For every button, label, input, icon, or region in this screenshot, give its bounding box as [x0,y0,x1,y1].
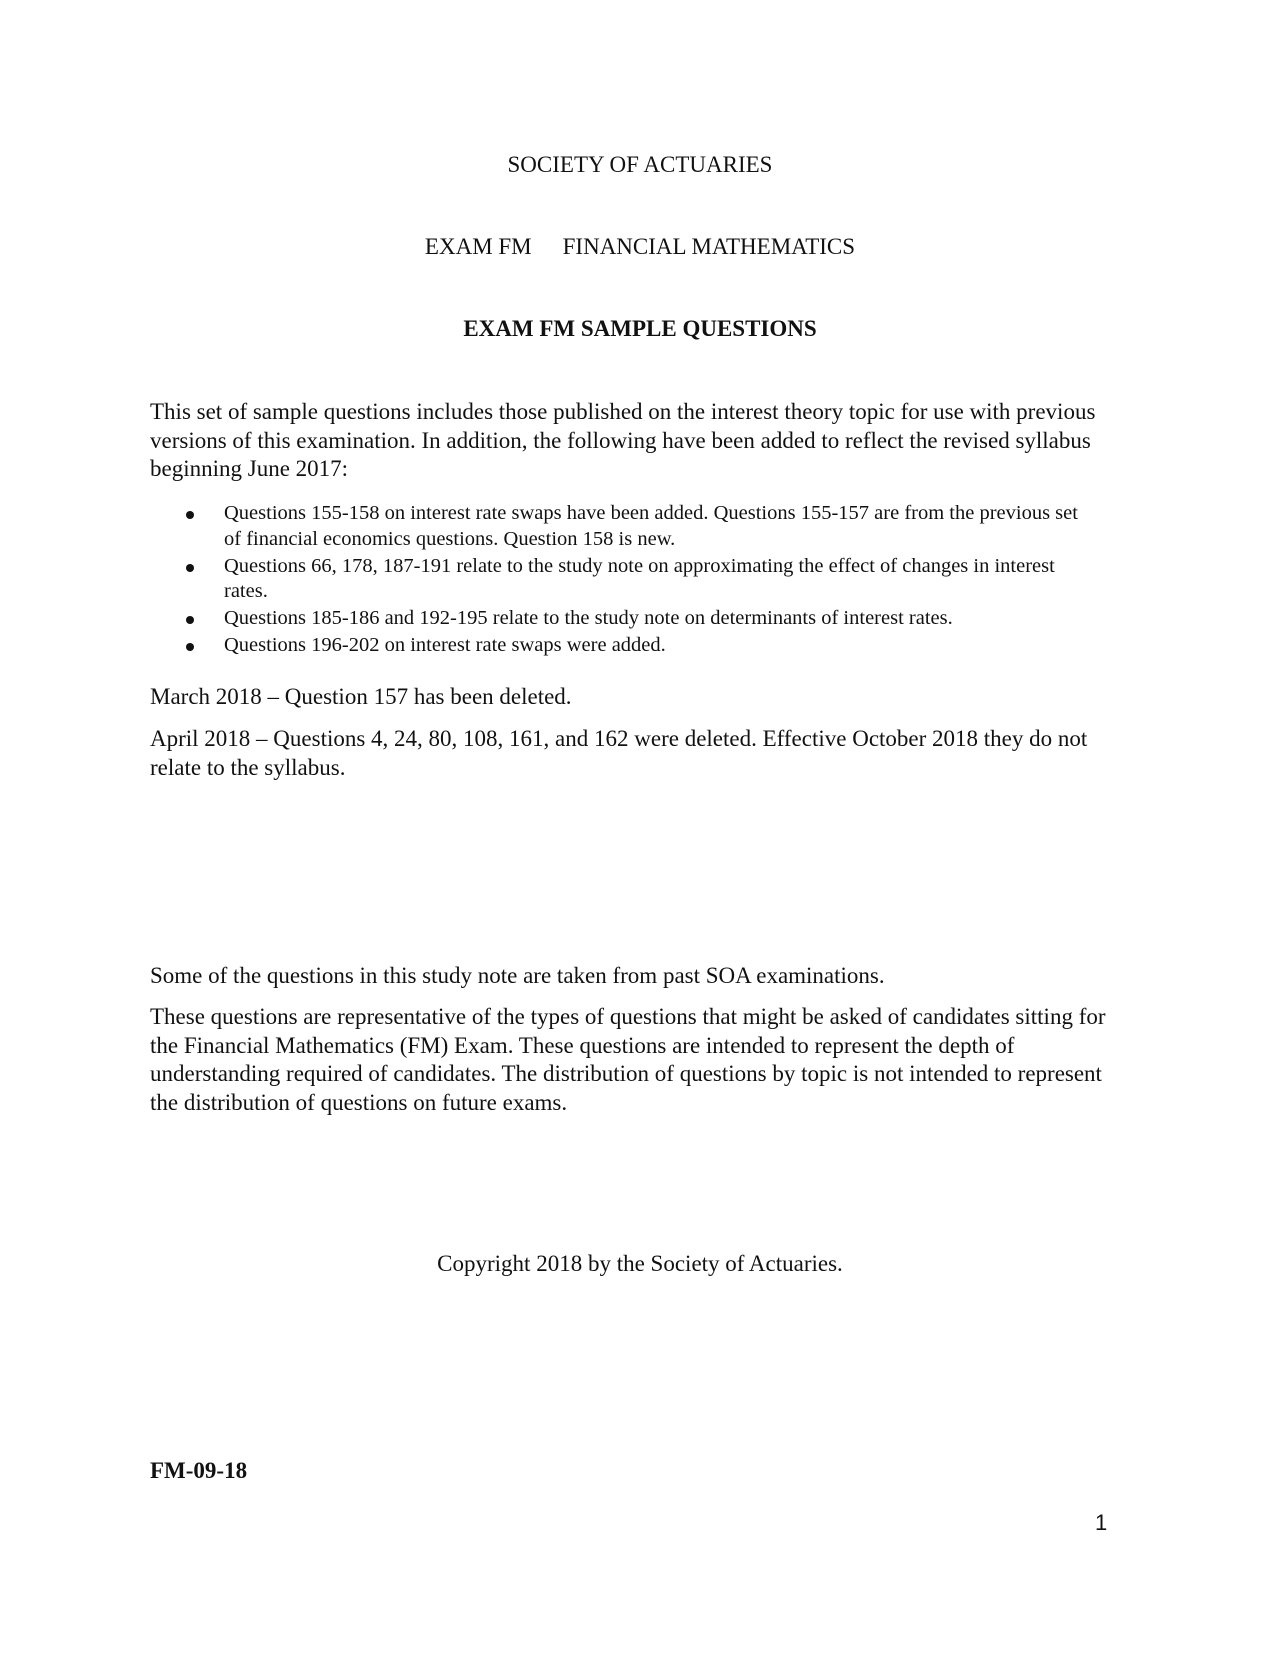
additions-list [150,501,1090,660]
list-item-text: Questions 155-158 on interest rate swaps have been added. Questions 155-157 are from the previous set of financial economics questions. Question 158 is new. [224,502,1078,550]
list-item-text: Questions 185-186 and 192-195 relate to the study note on determinants of interest rates. [224,607,953,629]
exam-heading [0,233,1280,261]
list-item-text: Questions 196-202 on interest rate swaps were added. [224,634,666,656]
list-item [150,554,1090,605]
organization-title: SOCIETY OF ACTUARIES [507,152,773,177]
list-item [150,633,1090,659]
document-code: FM-09-18 [150,1458,248,1483]
list-item [150,501,1090,552]
bullet-icon [186,511,194,519]
list-item [150,606,1090,632]
exam-code: EXAM FM [424,234,532,259]
bullet-icon [186,564,194,572]
past-exams-note: Some of the questions in this study note are taken from past SOA examinations. [150,963,885,988]
representative-note: These questions are representative of the types of questions that might be asked of candidates sitting for the Financial Mathematics (FM) Exam. These questions are intended to represent the depth of understanding required of candidates. The distribution of questions by topic is not intended to represent the distribution of questions on future exams. [150,1004,1106,1115]
bullet-icon [186,616,194,624]
bullet-icon [186,643,194,651]
document-title: EXAM FM SAMPLE QUESTIONS [463,316,817,341]
april-update: April 2018 – Questions 4, 24, 80, 108, 161, and 162 were deleted. Effective October 2018 they do not relate to the syllabus. [150,726,1088,780]
copyright-notice: Copyright 2018 by the Society of Actuaries. [437,1251,843,1276]
page-number: 1 [1095,1510,1108,1535]
exam-name: FINANCIAL MATHEMATICS [562,234,856,259]
intro-paragraph: This set of sample questions includes those published on the interest theory topic for use with previous versions of this examination. In addition, the following have been added to reflect the revised syllabus beginning June 2017: [150,399,1096,481]
march-update: March 2018 – Question 157 has been deleted. [150,684,572,709]
list-item-text: Questions 66, 178, 187-191 relate to the study note on approximating the effect of changes in interest rates. [224,554,1055,602]
